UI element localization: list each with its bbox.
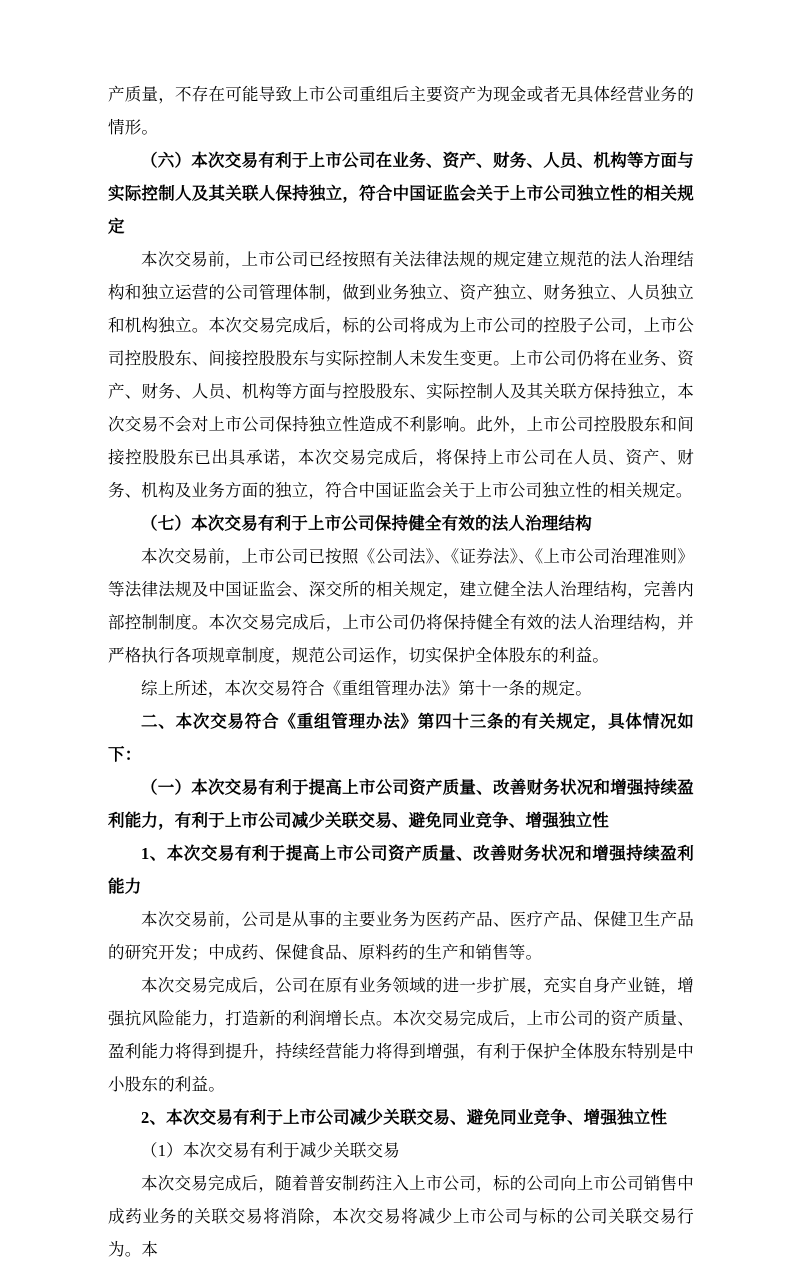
section-heading: （一）本次交易有利于提高上市公司资产质量、改善财务状况和增强持续盈利能力，有利于上市公司减少关联交易、避免同业竞争、增强独立性 — [108, 778, 694, 830]
paragraph: 本次交易完成后，随着普安制药注入上市公司，标的公司向上市公司销售中成药业务的关联交易将消除，本次交易将减少上市公司与标的公司关联交易行为。本 — [108, 1174, 694, 1259]
section-heading: （七）本次交易有利于上市公司保持健全有效的法人治理结构 — [141, 514, 592, 533]
paragraph: 本次交易前，公司是从事的主要业务为医药产品、医疗产品、保健卫生产品的研究开发；中成药、保健食品、原料药的生产和销售等。 — [108, 910, 694, 962]
document-body — [108, 78, 694, 1266]
paragraph: 本次交易前，上市公司已按照《公司法》、《证券法》、《上市公司治理准则》等法律法规及中国证监会、深交所的相关规定，建立健全法人治理结构，完善内部控制制度。本次交易完成后，上市公司仍将保持健全有效的法人治理结构，并严格执行各项规章制度，规范公司运作，切实保护全体股东的利益。 — [108, 547, 694, 665]
section-heading: 2、本次交易有利于上市公司减少关联交易、避免同业竞争、增强独立性 — [141, 1108, 668, 1127]
section-heading: （六）本次交易有利于上市公司在业务、资产、财务、人员、机构等方面与实际控制人及其关联人保持独立，符合中国证监会关于上市公司独立性的相关规定 — [108, 151, 694, 236]
paragraph: （1）本次交易有利于减少关联交易 — [141, 1141, 400, 1160]
section-heading: 二、本次交易符合《重组管理办法》第四十三条的有关规定，具体情况如下： — [108, 712, 694, 764]
paragraph: 本次交易前，上市公司已经按照有关法律法规的规定建立规范的法人治理结构和独立运营的公司管理体制，做到业务独立、资产独立、财务独立、人员独立和机构独立。本次交易完成后，标的公司将成为上市公司的控股子公司，上市公司控股股东、间接控股股东与实际控制人未发生变更。上市公司仍将在业务、资产、财务、人员、机构等方面与控股股东、实际控制人及其关联方保持独立，本次交易不会对上市公司保持独立性造成不利影响。此外，上市公司控股股东和间接控股股东已出具承诺，本次交易完成后，将保持上市公司在人员、资产、财务、机构及业务方面的独立，符合中国证监会关于上市公司独立性的相关规定。 — [108, 250, 694, 500]
paragraph: 本次交易完成后，公司在原有业务领域的进一步扩展，充实自身产业链，增强抗风险能力，打造新的利润增长点。本次交易完成后，上市公司的资产质量、盈利能力将得到提升，持续经营能力将得到增强，有利于保护全体股东特别是中小股东的利益。 — [108, 976, 694, 1094]
paragraph: 产质量，不存在可能导致上市公司重组后主要资产为现金或者无具体经营业务的情形。 — [108, 85, 694, 137]
paragraph: 综上所述，本次交易符合《重组管理办法》第十一条的规定。 — [141, 679, 592, 698]
section-heading: 1、本次交易有利于提高上市公司资产质量、改善财务状况和增强持续盈利能力 — [108, 844, 694, 896]
